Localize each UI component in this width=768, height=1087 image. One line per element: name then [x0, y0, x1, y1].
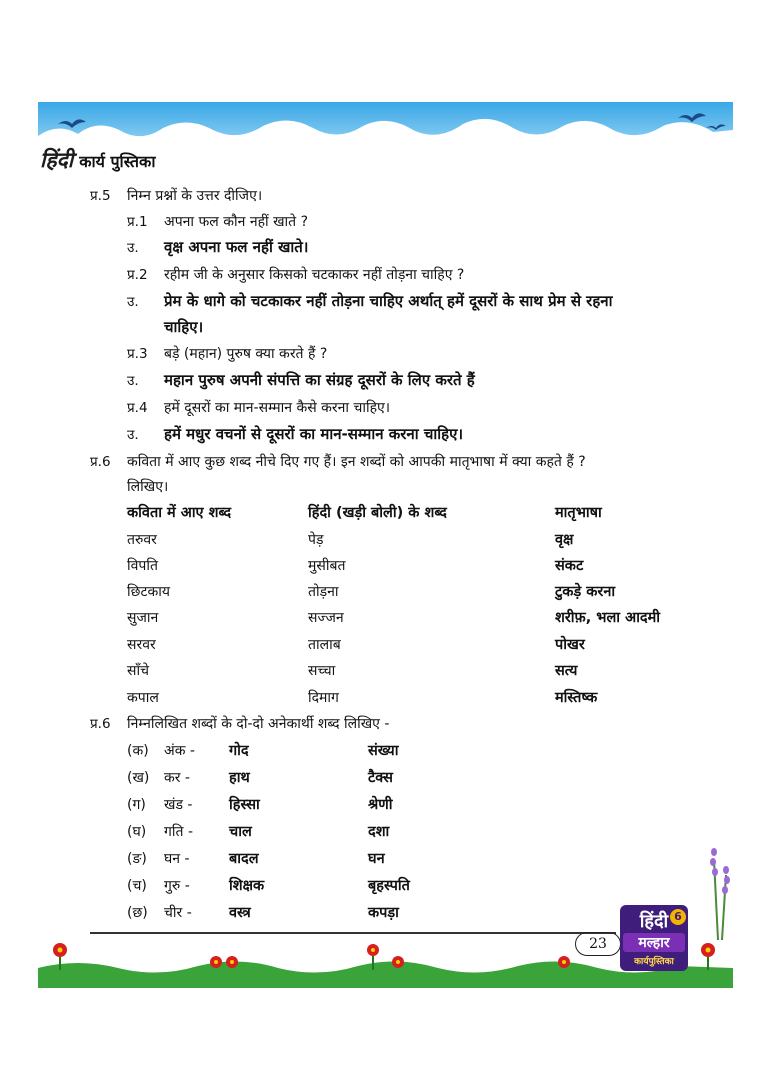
table-cell: संकट: [555, 558, 584, 574]
lavender-plant-icon: [700, 840, 736, 940]
question-text: रहीम जी के अनुसार किसको चटकाकर नहीं तोड़ना चाहिए ?: [164, 267, 465, 283]
badge-title: हिंदी: [639, 911, 669, 932]
question-number: प्र.4: [127, 400, 148, 416]
list-word: घन -: [164, 851, 190, 867]
column-header: मातृभाषा: [555, 505, 602, 521]
column-header: कविता में आए शब्द: [127, 505, 232, 521]
badge-caption: कार्यपुस्तिका: [634, 957, 674, 967]
table-cell: सरवर: [127, 637, 156, 653]
list-word: अंक -: [164, 743, 195, 759]
question-number: प्र.2: [127, 267, 148, 283]
list-meaning: कपड़ा: [368, 905, 399, 921]
list-meaning: चाल: [229, 824, 252, 840]
question-text-continued: लिखिए।: [127, 479, 169, 495]
table-cell: तरुवर: [127, 532, 157, 548]
list-meaning: बादल: [229, 851, 259, 867]
table-cell: दिमाग: [308, 690, 339, 706]
list-marker: (ख): [127, 770, 150, 786]
table-cell: छिटकाय: [127, 584, 170, 600]
list-marker: (छ): [127, 905, 148, 921]
book-badge: [620, 905, 688, 971]
table-cell: सच्चा: [308, 663, 336, 679]
table-cell: सज्जन: [308, 610, 344, 626]
badge-subtitle: मल्हार: [623, 933, 685, 952]
answer-text-continued: चाहिए।: [164, 318, 204, 336]
table-cell: वृक्ष: [555, 532, 574, 548]
list-word: गति -: [164, 824, 193, 840]
list-meaning: संख्या: [368, 743, 399, 759]
list-marker: (ग): [127, 797, 146, 813]
table-cell: मस्तिष्क: [555, 690, 598, 706]
page-number: 23: [575, 932, 621, 956]
list-marker: (घ): [127, 824, 147, 840]
question-text: हमें दूसरों का मान-सम्मान कैसे करना चाहिए।: [164, 400, 391, 416]
table-cell: विपति: [127, 558, 158, 574]
list-word: खंड -: [164, 797, 193, 813]
list-meaning: श्रेणी: [368, 797, 393, 813]
question-number: प्र.6: [90, 454, 111, 470]
answer-label: उ.: [127, 240, 139, 256]
table-cell: पोखर: [555, 637, 585, 653]
table-cell: सत्य: [555, 663, 578, 679]
answer-text: महान पुरुष अपनी संपत्ति का संग्रह दूसरों के लिए करते हैं: [164, 371, 475, 389]
list-marker: (ङ): [127, 851, 147, 867]
table-cell: कपाल: [127, 690, 159, 706]
list-meaning: टैक्स: [368, 770, 393, 786]
answer-text: वृक्ष अपना फल नहीं खाते।: [164, 238, 309, 256]
hindi-logo: हिंदी: [40, 148, 74, 172]
table-cell: साँचे: [127, 663, 149, 679]
list-meaning: हाथ: [229, 770, 250, 786]
table-cell: तालाब: [308, 637, 341, 653]
answer-label: उ.: [127, 373, 139, 389]
question-number: प्र.1: [127, 214, 148, 230]
list-word: गुरु -: [164, 878, 190, 894]
class-number: 6: [670, 909, 686, 925]
header-label: कार्य पुस्तिका: [79, 152, 156, 171]
table-cell: पेड़: [308, 532, 324, 548]
footer-rule: [90, 932, 616, 934]
header-title: [40, 146, 155, 174]
list-marker: (क): [127, 743, 149, 759]
answer-text: हमें मधुर वचनों से दूसरों का मान-सम्मान करना चाहिए।: [164, 425, 464, 443]
list-meaning: गोद: [229, 743, 249, 759]
table-cell: मुसीबत: [308, 558, 346, 574]
list-meaning: बृहस्पति: [368, 878, 410, 894]
list-meaning: दशा: [368, 824, 390, 840]
question-number: प्र.6: [90, 716, 111, 732]
table-cell: तोड़ना: [308, 584, 339, 600]
list-meaning: शिक्षक: [229, 878, 265, 894]
table-cell: सुजान: [127, 610, 159, 626]
list-word: कर -: [164, 770, 190, 786]
question-text: निम्नलिखित शब्दों के दो-दो अनेकार्थी शब्द लिखिए -: [127, 716, 390, 732]
table-cell: शरीफ़, भला आदमी: [555, 610, 661, 626]
list-word: चीर -: [164, 905, 192, 921]
question-text: कविता में आए कुछ शब्द नीचे दिए गए हैं। इन शब्दों को आपकी मातृभाषा में क्या कहते हैं ?: [127, 454, 586, 470]
answer-label: उ.: [127, 427, 139, 443]
list-meaning: वस्त्र: [229, 905, 251, 921]
sky-cloud-banner: [38, 102, 733, 150]
column-header: हिंदी (खड़ी बोली) के शब्द: [308, 505, 447, 521]
question-number: प्र.3: [127, 346, 148, 362]
list-marker: (च): [127, 878, 147, 894]
question-text: अपना फल कौन नहीं खाते ?: [164, 214, 309, 230]
answer-label: उ.: [127, 294, 139, 310]
list-meaning: हिस्सा: [229, 797, 260, 813]
list-meaning: घन: [368, 851, 385, 867]
question-text: बड़े (महान) पुरुष क्या करते हैं ?: [164, 346, 328, 362]
question-text: निम्न प्रश्नों के उत्तर दीजिए।: [127, 188, 263, 204]
answer-text: प्रेम के धागे को चटकाकर नहीं तोड़ना चाहिए अर्थात् हमें दूसरों के साथ प्रेम से रहना: [164, 292, 613, 310]
table-cell: टुकड़े करना: [555, 584, 616, 600]
question-number: प्र.5: [90, 188, 111, 204]
